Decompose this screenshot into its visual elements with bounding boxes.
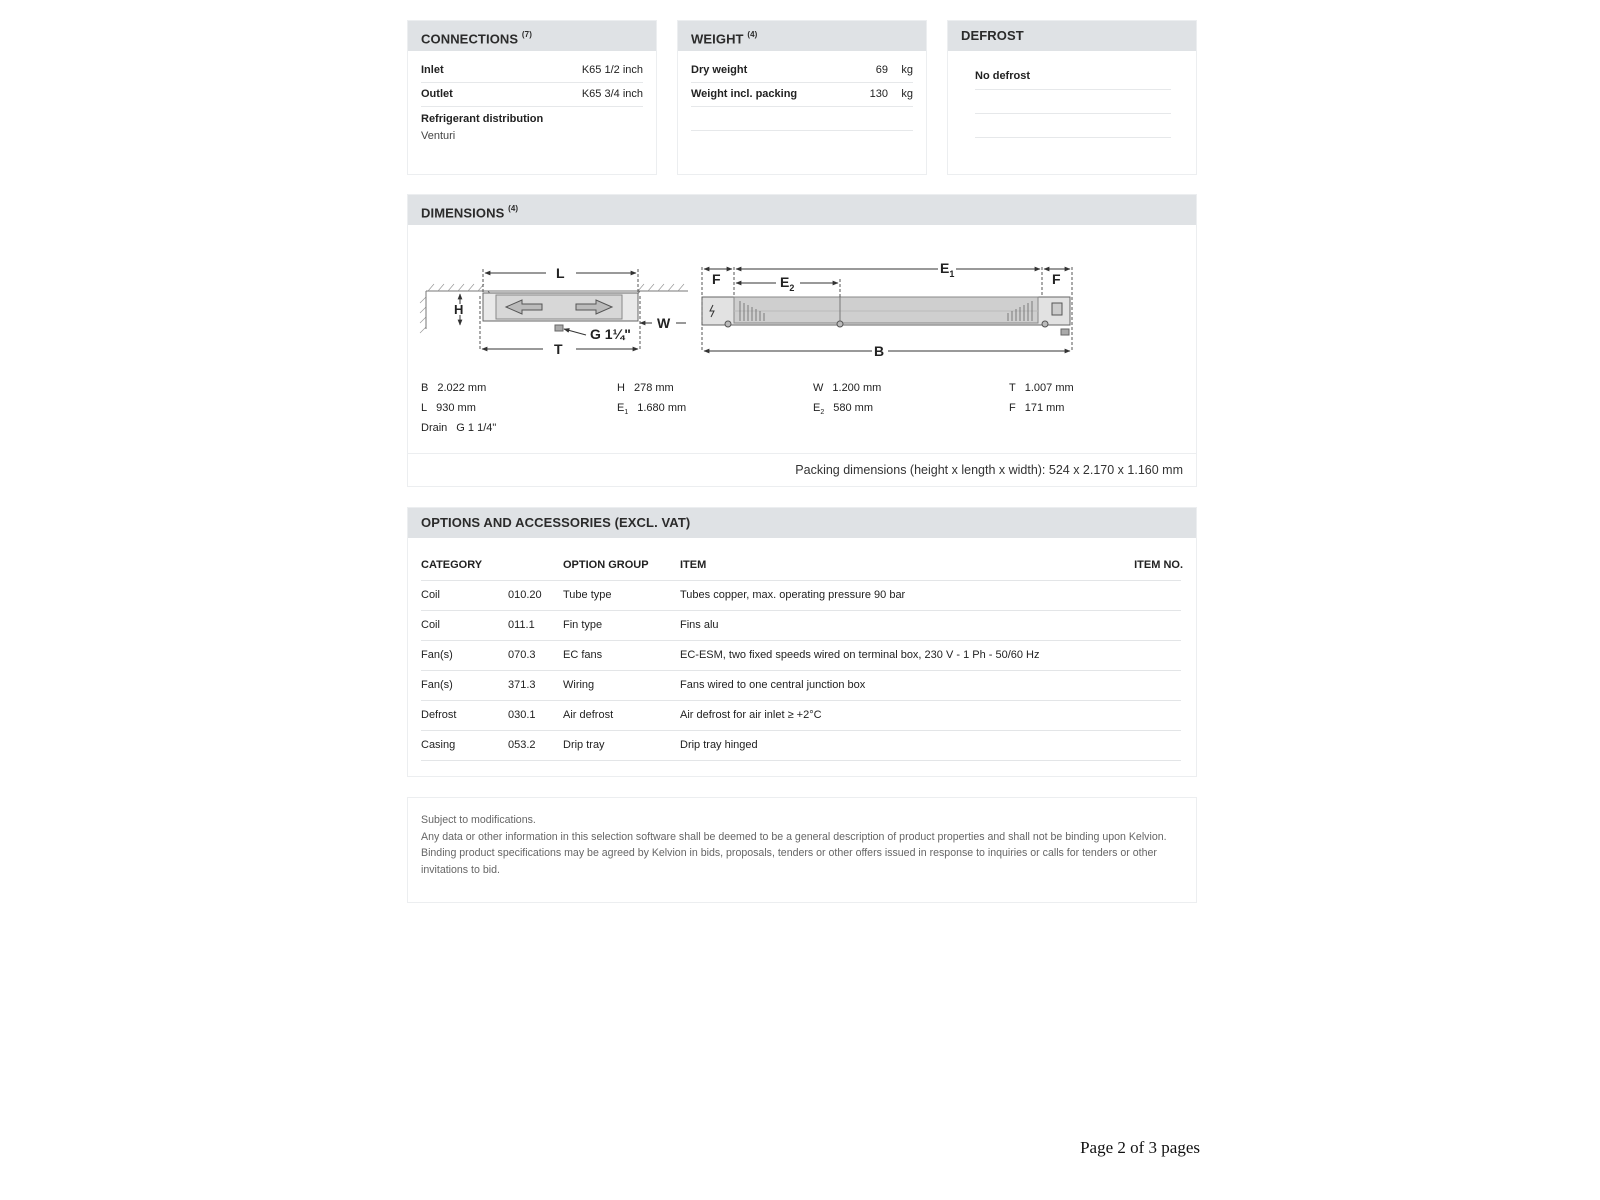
- outlet-value: K65 3/4 inch: [581, 88, 643, 100]
- divider: [691, 82, 913, 83]
- connections-footnote: (7): [521, 30, 532, 39]
- cell-code: 011.1: [508, 619, 535, 631]
- defrost-card: [947, 20, 1197, 175]
- dim-F: F 171 mm: [1009, 402, 1065, 414]
- col-item-no: ITEM NO.: [1134, 559, 1183, 571]
- cell-category: Casing: [421, 739, 456, 751]
- cell-category: Coil: [421, 619, 440, 631]
- dim-drain: Drain G 1 1/4": [421, 422, 497, 434]
- divider: [691, 130, 913, 131]
- cell-item: Fins alu: [680, 619, 719, 631]
- cell-category: Fan(s): [421, 649, 453, 661]
- dim-B: B 2.022 mm: [421, 382, 487, 394]
- options-header: OPTIONS AND ACCESSORIES (EXCL. VAT): [408, 508, 1196, 538]
- divider: [975, 137, 1171, 138]
- disclaimer-line1: Subject to modifications.: [421, 814, 536, 826]
- label-F-right: F: [1052, 271, 1061, 287]
- dim-E1: $E_1$ 1.680 mm: [617, 402, 687, 417]
- dry-weight-unit: kg: [901, 64, 913, 76]
- table-row: [408, 580, 1196, 610]
- options-card: [407, 507, 1197, 777]
- dry-weight-value: 69: [875, 64, 888, 76]
- defrost-value: No defrost: [975, 70, 1030, 82]
- divider: [691, 106, 913, 107]
- dim-E2: $E_2$ 580 mm: [813, 402, 873, 417]
- inlet-label: Inlet: [421, 64, 444, 76]
- weight-card: [677, 20, 927, 175]
- cell-item: Fans wired to one central junction box: [680, 679, 866, 691]
- weight-footnote: (4): [747, 30, 758, 39]
- weight-header: WEIGHT $^{(4)}$: [678, 21, 926, 51]
- cell-code: 010.20: [508, 589, 542, 601]
- dim-L: L 930 mm: [421, 402, 476, 414]
- inlet-value: K65 1/2 inch: [581, 64, 643, 76]
- distribution-value: Venturi: [421, 130, 456, 142]
- table-row: [408, 700, 1196, 730]
- packing-dimensions: Packing dimensions (height x length x width): 524 x 2.170 x 1.160 mm: [795, 463, 1183, 477]
- col-option-group: OPTION GROUP: [563, 559, 649, 571]
- front-view: [702, 267, 1072, 351]
- label-B: B: [874, 343, 885, 359]
- dimensions-header: DIMENSIONS $^{(4)}$: [408, 195, 1196, 225]
- label-F-left: F: [712, 271, 721, 287]
- cell-group: Fin type: [563, 619, 603, 631]
- table-row: [408, 730, 1196, 760]
- disclaimer-text: [421, 812, 1171, 878]
- cell-code: 070.3: [508, 649, 536, 661]
- divider: [975, 89, 1171, 90]
- cell-group: Wiring: [563, 679, 595, 691]
- divider: [975, 113, 1171, 114]
- cell-item: Drip tray hinged: [680, 739, 758, 751]
- col-category: CATEGORY: [421, 559, 483, 571]
- packed-weight-unit: kg: [901, 88, 913, 100]
- packed-weight-label: Weight incl. packing: [691, 88, 798, 100]
- dimensions-card: [407, 194, 1197, 487]
- table-row: [408, 640, 1196, 670]
- dim-H: H 278 mm: [617, 382, 674, 394]
- cell-item: EC-ESM, two fixed speeds wired on terminal box, 230 V - 1 Ph - 50/60 Hz: [680, 649, 1040, 661]
- dimensions-footnote: (4): [508, 204, 519, 213]
- disclaimer-card: [407, 797, 1197, 903]
- label-W: W: [657, 315, 671, 331]
- table-row: [408, 610, 1196, 640]
- label-E2: $E_2$: [780, 274, 795, 293]
- label-H: H: [454, 302, 464, 317]
- cell-item: Air defrost for air inlet ≥ +2°C: [680, 709, 822, 721]
- col-item: ITEM: [680, 559, 707, 571]
- label-E1: $E_1$: [940, 260, 955, 279]
- divider: [421, 106, 643, 107]
- divider: [408, 453, 1196, 454]
- divider: [421, 82, 643, 83]
- cell-category: Coil: [421, 589, 440, 601]
- cell-group: Tube type: [563, 589, 612, 601]
- defrost-header: DEFROST: [948, 21, 1196, 51]
- cell-group: Drip tray: [563, 739, 605, 751]
- cell-group: Air defrost: [563, 709, 614, 721]
- table-row: [408, 670, 1196, 700]
- page-number: Page 2 of 3 pages: [1080, 1138, 1200, 1157]
- packed-weight-value: 130: [869, 88, 888, 100]
- connections-card: [407, 20, 657, 175]
- cell-group: EC fans: [563, 649, 603, 661]
- label-L: L: [556, 265, 565, 281]
- disclaimer-line2: Any data or other information in this selection software shall be deemed to be a general description of product properties and shall not be binding upon Kelvion. Binding product specifications may be agreed by Kelvion in bids, proposals, tenders or other offers issued in response to inquiries or calls for tenders or other invitations to bid.: [421, 830, 1167, 876]
- dim-W: W 1.200 mm: [813, 382, 882, 394]
- cell-code: 371.3: [508, 679, 536, 691]
- distribution-label: Refrigerant distribution: [421, 113, 544, 125]
- cell-code: 030.1: [508, 709, 536, 721]
- label-T: T: [554, 341, 563, 357]
- cell-code: 053.2: [508, 739, 536, 751]
- divider: [421, 760, 1181, 761]
- cell-category: Defrost: [421, 709, 457, 721]
- outlet-label: Outlet: [421, 88, 453, 100]
- cell-item: Tubes copper, max. operating pressure 90 bar: [680, 589, 906, 601]
- dim-T: T 1.007 mm: [1009, 382, 1074, 394]
- dry-weight-label: Dry weight: [691, 64, 748, 76]
- connections-header: CONNECTIONS $^{(7)}$: [408, 21, 656, 51]
- dimension-drawing: [408, 241, 1088, 381]
- cell-category: Fan(s): [421, 679, 453, 691]
- label-G: G 1¼": [590, 326, 631, 342]
